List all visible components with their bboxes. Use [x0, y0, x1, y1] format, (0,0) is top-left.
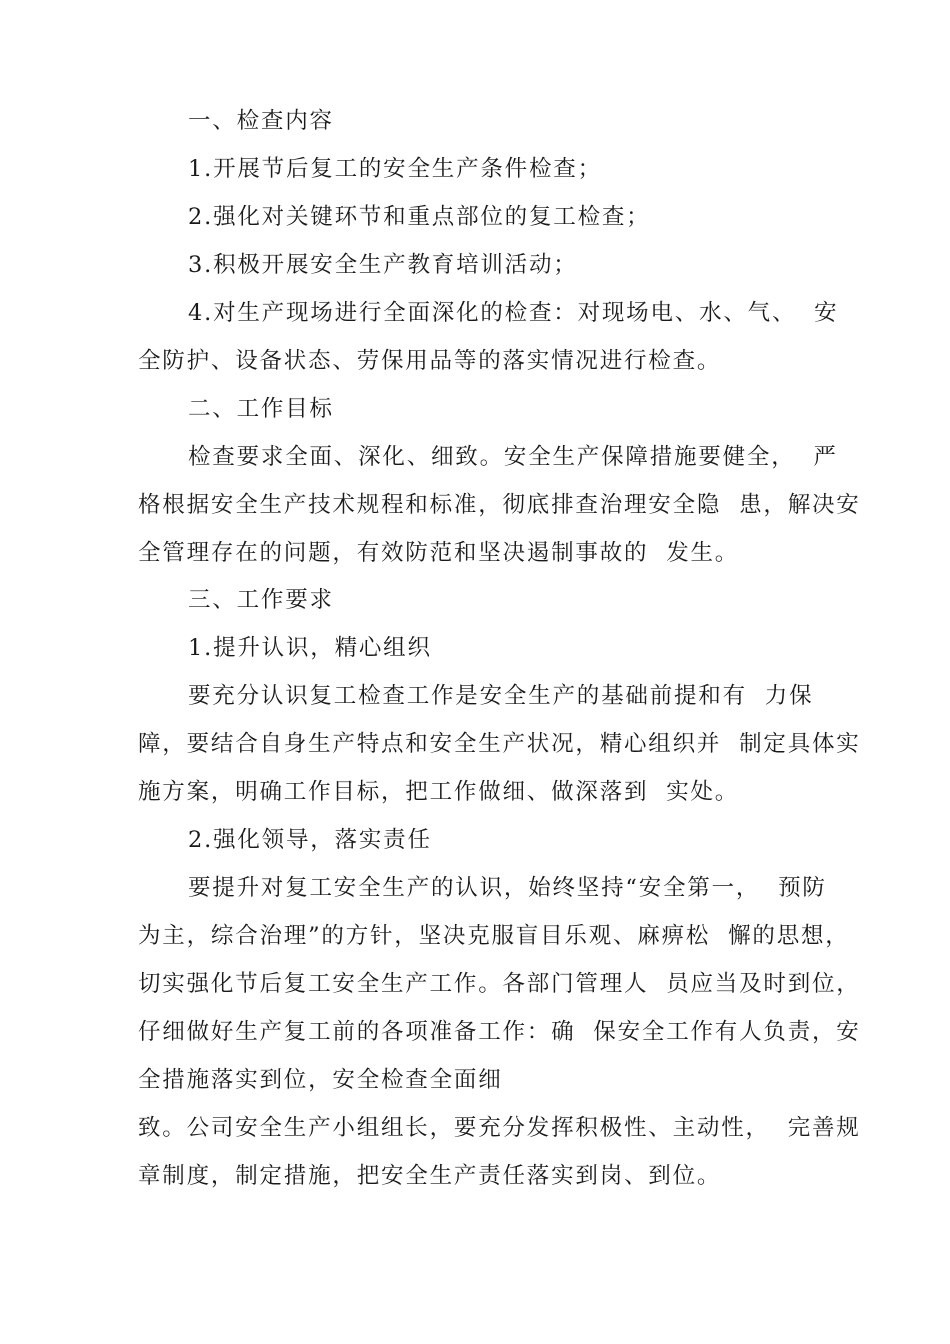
paragraph-line: 切实强化节后复工安全生产工作。各部门管理人 员应当及时到位， — [138, 971, 861, 997]
subheading-line: 2.强化领导，落实责任 — [188, 827, 432, 853]
paragraph-line: 全措施落实到位，安全检查全面细 — [138, 1067, 503, 1093]
paragraph-line: 2.强化对关键环节和重点部位的复工检查； — [188, 204, 651, 230]
paragraph-line: 为主，综合治理”的方针，坚决克服盲目乐观、麻痹松 懈的思想， — [138, 923, 850, 949]
paragraph-line: 检查要求全面、深化、细致。安全生产保障措施要健全， 严 — [188, 444, 838, 470]
paragraph-line: 障，要结合自身生产特点和安全生产状况，精心组织并 制定具体实 — [138, 731, 861, 757]
paragraph-line: 致。公司安全生产小组组长，要充分发挥积极性、主动性， 完善规 — [138, 1115, 861, 1141]
paragraph-line: 章制度，制定措施，把安全生产责任落实到岗、到位。 — [138, 1163, 722, 1189]
paragraph-line: 要提升对复工安全生产的认识，始终坚持“安全第一， 预防 — [188, 875, 827, 901]
paragraph-line: 全防护、设备状态、劳保用品等的落实情况进行检查。 — [138, 348, 722, 374]
paragraph-line: 全管理存在的问题，有效防范和坚决遏制事故的 发生。 — [138, 540, 740, 566]
paragraph-line: 要充分认识复工检查工作是安全生产的基础前提和有 力保 — [188, 683, 814, 709]
paragraph-line: 施方案，明确工作目标，把工作做细、做深落到 实处。 — [138, 779, 740, 805]
paragraph-line: 1.开展节后复工的安全生产条件检查； — [188, 156, 602, 182]
heading-inspection-content: 一、检查内容 — [188, 108, 334, 134]
paragraph-line: 4.对生产现场进行全面深化的检查：对现场电、水、气、 安 — [188, 300, 839, 326]
paragraph-line: 3.积极开展安全生产教育培训活动； — [188, 252, 578, 278]
heading-work-requirements: 三、工作要求 — [188, 587, 334, 613]
paragraph-line: 仔细做好生产复工前的各项准备工作：确 保安全工作有人负责，安 — [138, 1019, 861, 1045]
paragraph-line: 格根据安全生产技术规程和标准，彻底排查治理安全隐 患，解决安 — [138, 492, 861, 518]
subheading-line: 1.提升认识，精心组织 — [188, 635, 432, 661]
heading-work-goals: 二、工作目标 — [188, 396, 334, 422]
